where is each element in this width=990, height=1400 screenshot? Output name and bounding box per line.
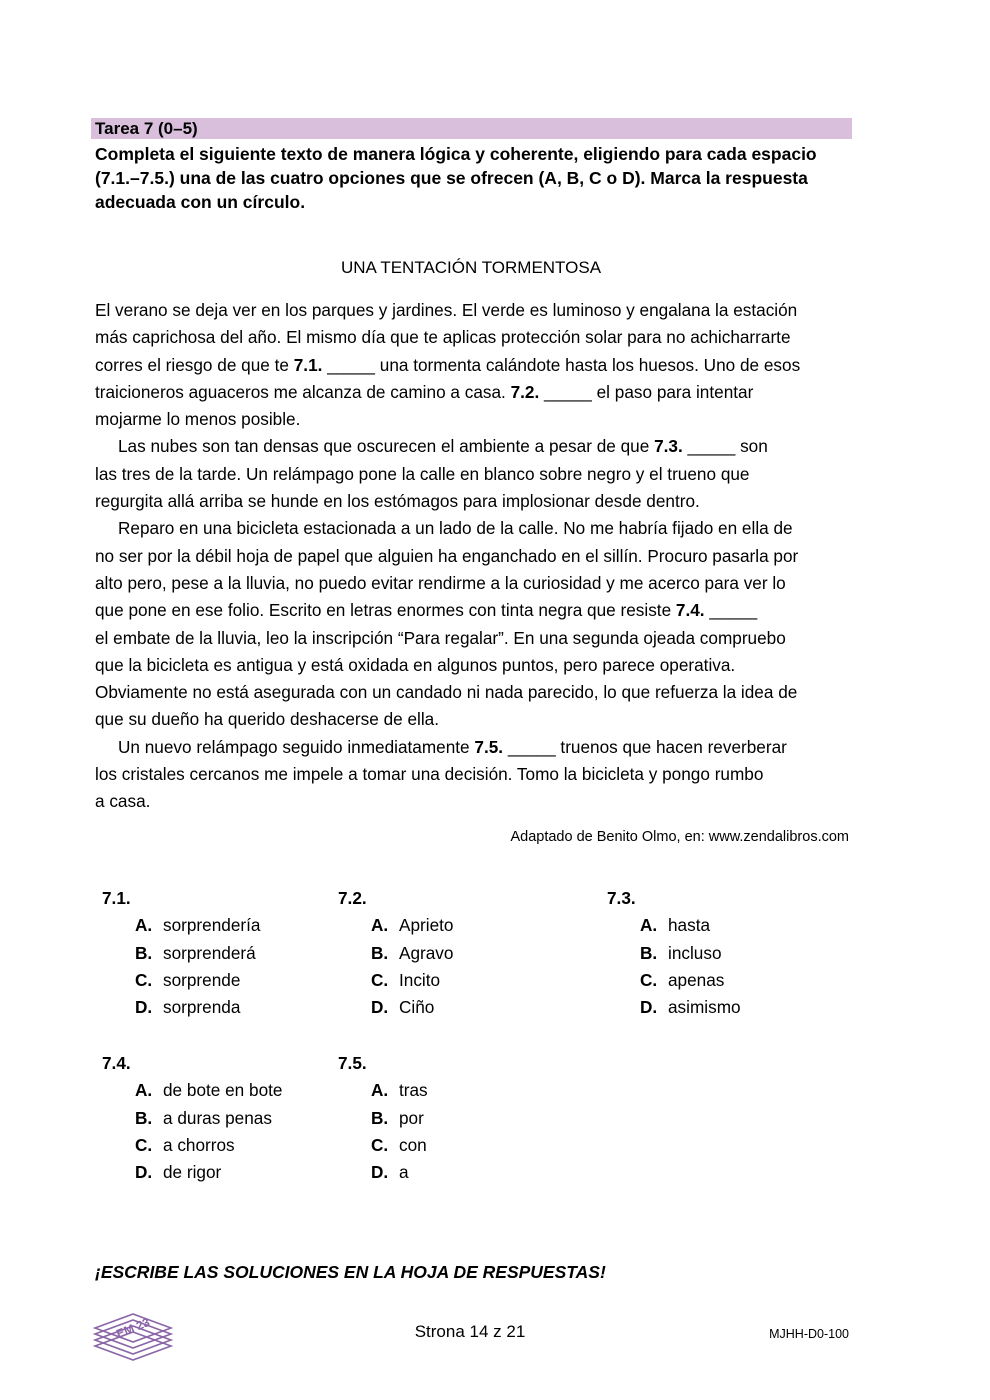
gap-blank: _____ <box>709 600 758 621</box>
option-b[interactable]: B. a duras penas <box>135 1107 272 1128</box>
option-c[interactable]: C. sorprende <box>135 969 241 990</box>
option-d[interactable]: D. Ciño <box>371 997 435 1018</box>
question-7-4 <box>102 1050 282 1186</box>
task-title: Tarea 7 (0–5) <box>95 119 198 138</box>
gap-number-7-4: 7.4. <box>675 600 705 621</box>
text-line: que pone en ese folio. Escrito en letras enormes con tinta negra que resiste 7.4. _____ <box>95 600 758 621</box>
final-instruction: ¡ESCRIBE LAS SOLUCIONES EN LA HOJA DE RESPUESTAS! <box>95 1262 606 1282</box>
option-a[interactable]: A. de bote en bote <box>135 1080 283 1101</box>
document-code: MJHH-D0-100 <box>769 1327 849 1341</box>
source-citation: Adaptado de Benito Olmo, en: www.zendalibros.com <box>510 829 849 845</box>
option-d[interactable]: D. de rigor <box>135 1162 222 1183</box>
text-line: que la bicicleta es antigua y está oxidada en algunos puntos, pero parece operativa. <box>95 654 736 675</box>
gap-blank: _____ <box>507 736 556 757</box>
option-a[interactable]: A. sorprendería <box>135 915 261 936</box>
page-number: Strona 14 z 21 <box>414 1322 526 1341</box>
question-number: 7.2. <box>338 888 367 908</box>
option-b[interactable]: B. sorprenderá <box>135 942 256 963</box>
question-number: 7.5. <box>338 1053 367 1073</box>
option-d[interactable]: D. sorprenda <box>135 997 241 1018</box>
option-c[interactable]: C. Incito <box>371 969 441 990</box>
text-title: UNA TENTACIÓN TORMENTOSA <box>340 258 602 277</box>
option-a[interactable]: A. hasta <box>640 915 711 936</box>
instructions: Completa el siguiente texto de manera lógica y coherente, eligiendo para cada espacio (7.1.–7.5.) una de las cuatro opciones que se ofrecen (A, B, C o D). Marca la respuesta adecuada con un círculo. <box>95 144 817 212</box>
option-b[interactable]: B. por <box>371 1107 424 1128</box>
question-number: 7.3. <box>607 888 636 908</box>
text-line: Obviamente no está asegurada con un candado ni nada parecido, lo que refuerza la idea de <box>95 682 798 703</box>
text-line: que su dueño ha querido deshacerse de ella. <box>95 709 440 730</box>
gap-number-7-5: 7.5. <box>474 736 504 757</box>
option-d[interactable]: D. asimismo <box>640 997 741 1018</box>
reading-text <box>95 297 855 816</box>
text-line: El verano se deja ver en los parques y jardines. El verde es luminoso y engalana la estación <box>95 300 798 320</box>
text-line: Reparo en una bicicleta estacionada a un lado de la calle. No me habría fijado en ella de <box>118 518 793 539</box>
option-b[interactable]: B. incluso <box>640 942 722 963</box>
option-a[interactable]: A. Aprieto <box>371 915 454 936</box>
text-line: Un nuevo relámpago seguido inmediatamente 7.5. _____ truenos que hacen reverberar <box>118 736 787 757</box>
text-line: las tres de la tarde. Un relámpago pone la calle en blanco sobre negro y el trueno que <box>95 463 750 484</box>
text-line: no ser por la débil hoja de papel que alguien ha enganchado en el sillín. Procuro pasarla por <box>95 545 799 566</box>
question-number: 7.4. <box>102 1053 131 1073</box>
option-c[interactable]: C. con <box>371 1134 427 1155</box>
question-7-1 <box>102 885 260 1021</box>
text-line: traicioneros aguaceros me alcanza de camino a casa. 7.2. _____ el paso para intentar <box>95 381 754 402</box>
text-line: los cristales cercanos me impele a tomar una decisión. Tomo la bicicleta y pongo rumbo <box>95 764 764 785</box>
logo-text: EM 23 <box>114 1315 152 1341</box>
text-line: alto pero, pese a la lluvia, no puedo evitar rendirme a la curiosidad y me acerco para ver lo <box>95 572 786 593</box>
question-7-3 <box>607 885 741 1021</box>
text-line: más caprichosa del año. El mismo día que te aplicas protección solar para no achicharrarte <box>95 327 791 348</box>
gap-number-7-2: 7.2. <box>510 381 540 402</box>
text-line: corres el riesgo de que te 7.1. _____ una tormenta calándote hasta los huesos. Uno de esos <box>95 354 801 375</box>
option-b[interactable]: B. Agravo <box>371 942 454 963</box>
gap-blank: _____ <box>327 354 375 375</box>
task-header-bar <box>91 118 852 139</box>
gap-blank: _____ <box>687 436 736 457</box>
option-c[interactable]: C. apenas <box>640 969 725 990</box>
option-c[interactable]: C. a chorros <box>135 1134 235 1155</box>
text-line: a casa. <box>95 791 151 812</box>
question-number: 7.1. <box>102 888 131 908</box>
gap-blank: _____ <box>544 381 592 402</box>
option-d[interactable]: D. a <box>371 1162 409 1183</box>
text-line: mojarme lo menos posible. <box>95 409 301 430</box>
question-7-2 <box>338 885 453 1021</box>
question-7-5 <box>338 1050 428 1186</box>
text-line: el embate de la lluvia, leo la inscripción “Para regalar”. En una segunda ojeada compruebo <box>95 627 786 648</box>
gap-number-7-1: 7.1. <box>293 354 323 375</box>
option-a[interactable]: A. tras <box>371 1080 428 1101</box>
text-line: regurgita allá arriba se hunde en los estómagos para implosionar desde dentro. <box>95 491 700 512</box>
gap-number-7-3: 7.3. <box>654 436 683 457</box>
text-line: Las nubes son tan densas que oscurecen el ambiente a pesar de que 7.3. _____ son <box>118 436 768 457</box>
